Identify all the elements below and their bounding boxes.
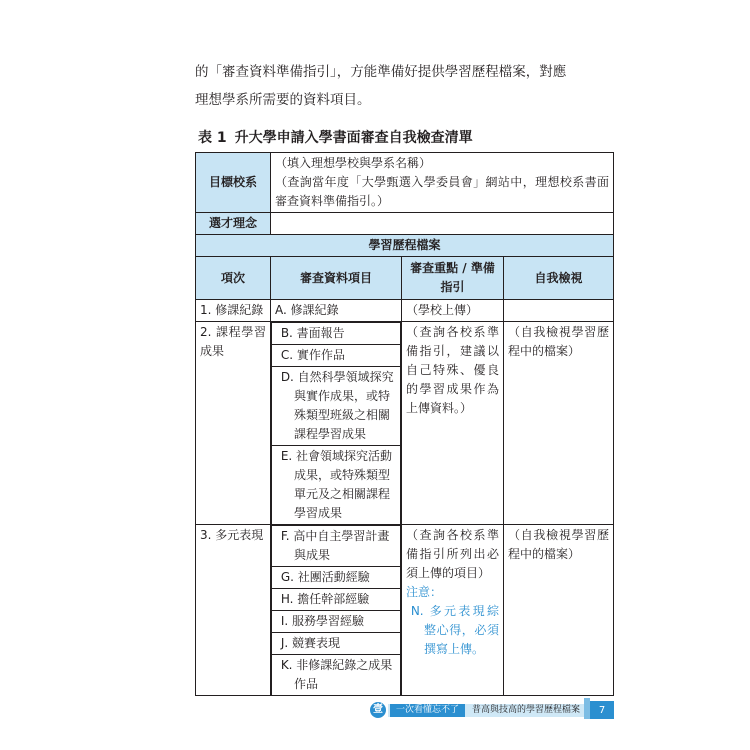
selection-philosophy-row [196,213,614,235]
selection-philosophy-label: 選才理念 [196,213,271,235]
checklist-table [195,152,614,696]
row-course-outcomes [196,322,614,525]
page-footer [370,701,620,721]
focus-diverse-performance [402,525,504,696]
items-list-diverse-performance [271,525,401,695]
intro-line-2: 理想學系所需要的資料項目。 [195,92,371,108]
note-text: N. 多元表現綜整心得，必須撰寫上傳。 [410,604,499,656]
selection-philosophy-value [271,213,614,235]
page-number: 7 [590,701,614,719]
items-list-course-outcomes [271,322,401,524]
item-d: D. 自然科學領域探究與實作成果，或特殊類型班級之相關課程學習成果 [280,370,394,441]
target-school-row [196,153,614,213]
focus-course-records: （學校上傳） [402,300,504,322]
column-header-row [196,257,614,300]
item-a: A. 修課紀錄 [271,300,402,322]
item-g: G. 社團活動經驗 [280,570,370,584]
focus-course-outcomes: （查詢各校系準備指引，建議以自己特殊、優良的學習成果作為上傳資料。） [402,322,504,525]
item-h: H. 擔任幹部經驗 [280,592,370,606]
item-k: K. 非修課紀錄之成果作品 [280,658,393,691]
intro-paragraph [195,58,615,114]
focus-diverse-performance-text: （查詢各校系準備指引所列出必須上傳的項目） [406,528,499,580]
intro-line-1: 的「審查資料準備指引」，方能準備好提供學習歷程檔案，對應 [195,64,567,80]
category-course-outcomes: 2. 課程學習成果 [196,322,271,525]
row-diverse-performance [196,525,614,696]
item-f: F. 高中自主學習計畫與成果 [280,529,390,562]
table-caption-number: 表 1 [198,130,227,146]
item-j: J. 競賽表現 [280,636,340,650]
row-course-records [196,300,614,322]
self-check-course-records [504,300,614,322]
item-i: I. 服務學習經驗 [280,614,364,628]
self-check-course-outcomes: （自我檢視學習歷程中的檔案） [504,322,614,525]
chapter-marker: 壹 [370,702,386,718]
target-school-value [271,153,614,213]
table-caption-title: 升大學申請入學書面審查自我檢查清單 [234,130,473,146]
item-e: E. 社會領域探究活動成果，或特殊類型單元及之相關課程學習成果 [280,449,393,520]
item-c: C. 實作作品 [280,348,345,362]
portfolio-header: 學習歷程檔案 [196,235,614,257]
self-check-diverse-performance: （自我檢視學習歷程中的檔案） [504,525,614,696]
target-school-line-1: （填入理想學校與學系名稱） [275,156,432,170]
category-course-records: 1. 修課紀錄 [196,300,271,322]
item-b: B. 書面報告 [280,326,345,340]
target-school-line-2: （查詢當年度「大學甄選入學委員會」網站中，理想校系書面審查資料準備指引。） [275,175,610,208]
items-course-outcomes [271,322,402,525]
book-title: 普高與技高的學習歷程檔案 [472,705,581,715]
chapter-title: 一次看懂忘不了 [390,704,465,717]
column-header-self-check: 自我檢視 [504,257,614,300]
column-header-item: 項次 [196,257,271,300]
table-caption [198,127,473,147]
note-label: 注意： [406,585,443,599]
column-header-focus: 審查重點 / 準備指引 [402,257,504,300]
portfolio-header-row [196,235,614,257]
target-school-label: 目標校系 [196,153,271,213]
category-diverse-performance: 3. 多元表現 [196,525,271,696]
column-header-review-items: 審查資料項目 [271,257,402,300]
items-diverse-performance [271,525,402,696]
